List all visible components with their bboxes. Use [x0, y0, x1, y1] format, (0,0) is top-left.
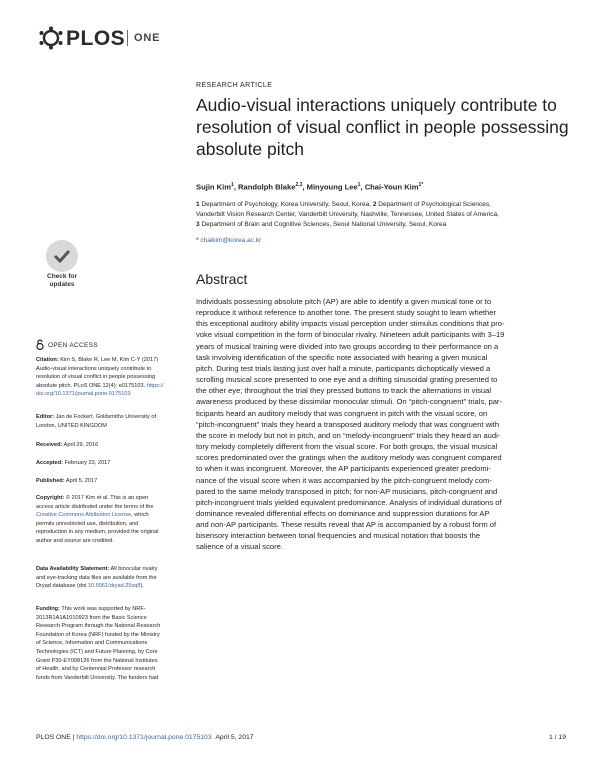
abstract-line: task involving identification of the specific note associated with hearing a given musical: [196, 352, 488, 362]
citation-doi-link[interactable]: doi.org/10.1371/journal.pone.0175103: [36, 391, 131, 398]
abstract-line: and non-AP participants. These results reveal that AP is accompanied by a robust form of: [196, 520, 497, 530]
plos-logo-mark-icon: [38, 26, 64, 50]
data-availability-block: Data Availability Statement: All binocular rivalry and eye-tracking data files are available from the Dryad database (doi 10.5061/dryad.25sq8).: [36, 566, 158, 590]
email-star: *: [196, 237, 199, 244]
logo-one-text: ONE: [134, 32, 161, 44]
author-name: Sujin Kim: [196, 182, 232, 192]
email-link[interactable]: chaikim@korea.ac.kr: [200, 237, 262, 244]
abstract-line: scores predominated over the gratings when the auditory melody was congruent compared: [196, 453, 502, 463]
abstract-line: bisensory interaction between tonal frequencies and musical notation that boosts the: [196, 531, 481, 541]
page-number: 1 / 19: [548, 734, 566, 741]
open-access-label: OPEN ACCESS: [36, 339, 98, 352]
article-type: RESEARCH ARTICLE: [196, 82, 273, 89]
check-updates-icon: [46, 240, 78, 272]
affiliation-number: 2: [372, 201, 377, 208]
abstract-line: ticipants heard an auditory melody that was congruent in pitch with the visual score, on: [196, 408, 488, 418]
affiliation-text: Department of Psychological Sciences,: [378, 201, 491, 208]
dryad-doi-link[interactable]: 10.5061/dryad.25sq8: [87, 583, 141, 590]
abstract-line: pared to the same melody transposed in pitch; for non-AP musicians, pitch-congruent and: [196, 486, 498, 496]
logo-plos-text: PLOS: [66, 27, 126, 50]
abstract-line: awareness produced by these dissimilar monocular stimuli. On “pitch-congruent” trials, par-: [196, 397, 502, 407]
abstract-line: years of musical training were divided into two groups according to their performance on a: [196, 341, 499, 351]
abstract-body: [196, 296, 564, 553]
footer-journal: PLOS ONE: [36, 734, 71, 741]
abstract-line: to when it was incongruent. Moreover, the AP participants experienced greater predomi-: [196, 464, 491, 474]
abstract-line: Individuals possessing absolute pitch (AP) are able to identify a given musical tone or to: [196, 297, 492, 306]
abstract-line: the other eye; throughout the trial they pressed buttons to track the alternations in visual: [196, 386, 492, 396]
abstract-line: “pitch-incongruent” trials they heard a transposed auditory melody that was congruent with: [196, 419, 500, 429]
editor-block: Editor: Jan de Fockert, Goldsmiths University of London, UNITED KINGDOM: [36, 414, 156, 429]
funding-block: Funding: This work was supported by NRF- 2013R1A1A1010923 from the Basic Science Research Program through the National Research Foundation of Korea (NRF) funded by the Ministry of Science, Information and Communications Technologies (ICT) and Future Planning, by Core Grant P30-EY008126 from the National Institutes of Health, and by Centennial Professor research funds from Vanderbilt University. The funders had: [36, 606, 161, 681]
open-lock-icon: [36, 339, 44, 352]
copyright-block: Copyright: © 2017 Kim et al. This is an open access article distributed under the terms of the Creative Commons Attribution License, which permits unrestricted use, distribution, and reproduction in any medium, provided the original author and source are credited.: [36, 495, 159, 544]
author-affiliation-sup: 1: [357, 182, 361, 188]
affiliation-line: [196, 210, 566, 219]
abstract-line: scrolling musical score presented to one eye and a drifting sinusoidal grating presented to: [196, 375, 498, 385]
abstract-line: pitch. During test trials lasting just over half a minute, participants dichoptically viewed a: [196, 363, 491, 373]
abstract-line: voke visual competition in the form of binocular rivalry. Nineteen adult participants with 3–19: [196, 330, 505, 340]
affiliation-text: Vanderbilt Vision Research Center, Vanderbilt University, Nashville, Tennessee, United States of America,: [196, 211, 499, 218]
abstract-line: tory melody completely different from the visual score. For both groups, the visual musical: [196, 442, 498, 452]
footer-doi-link[interactable]: https://doi.org/10.1371/journal.pone.0175103: [76, 734, 212, 741]
article-title: Audio-visual interactions uniquely contribute to resolution of visual conflict in people possessing absolute pitch: [196, 95, 569, 159]
affiliation-text: Department of Psychology, Korea University, Seoul, Korea,: [201, 201, 371, 208]
author-name: Minyoung Lee: [306, 182, 358, 192]
accepted-date: Accepted: February 23, 2017: [36, 460, 111, 466]
author-name: Chai-Youn Kim: [364, 182, 419, 192]
license-link[interactable]: Creative Commons Attribution License: [36, 512, 132, 519]
page-footer: PLOS ONE | https://doi.org/10.1371/journal.pone.0175103 April 5, 2017: [36, 734, 254, 741]
author-affiliation-sup: 2,3: [295, 182, 303, 188]
author-name: Randolph Blake: [238, 182, 296, 192]
author-list: Sujin Kim$^1$, Randolph Blake$^{2,3}$, Minyoung Lee$^1$, Chai-Youn Kim$^{1*}$: [196, 182, 424, 192]
affiliation-number: 3: [196, 221, 200, 228]
logo-divider: [127, 30, 128, 46]
abstract-line: salience of a visual score.: [196, 542, 283, 552]
check-updates-label: Check for updates: [47, 273, 77, 288]
abstract-heading: Abstract: [196, 271, 248, 287]
received-date: Received: April 29, 2016: [36, 442, 99, 448]
abstract-line: reproduce it without reference to another tone. The present study sought to learn whether: [196, 308, 496, 318]
citation-block: Citation: Kim S, Blake R, Lee M, Kim C-Y (2017) Audio-visual interactions uniquely contribute to resolution of visual conflict in people possessing absolute pitch. PLoS ONE 12(4): e0175103. https:// doi.org/10.1371/journal.pone.0175103: [36, 357, 164, 398]
check-for-updates-button[interactable]: [38, 238, 86, 300]
affiliation-text: Department of Brain and Cognitive Sciences, Seoul National University, Seoul, Korea: [201, 221, 447, 228]
abstract-line: pitch-incongruent trials yielded equivalent predominance. Analysis of individual durations of: [196, 497, 502, 507]
citation-doi-link[interactable]: https://: [146, 382, 164, 389]
corresponding-email: [196, 237, 566, 244]
abstract-line: nance of the visual score when it was accompanied by the pitch-congruent melody com-: [196, 475, 492, 485]
footer-date: April 5, 2017: [215, 734, 254, 741]
abstract-line: dominance revealed differential effects on dominance and suppression durations for AP: [196, 508, 490, 518]
affiliation-line: [196, 200, 566, 209]
abstract-line: the score in melody but not in pitch, and on “melody-incongruent” trials they heard an audi-: [196, 430, 501, 440]
abstract-line: this exceptional auditory ability impacts visual perception under stimulus conditions that pro-: [196, 319, 505, 329]
plos-one-logo: [38, 26, 218, 50]
affiliation-line: [196, 220, 566, 229]
published-date: Published: April 5, 2017: [36, 478, 98, 484]
author-affiliation-sup: 1: [231, 182, 234, 188]
affiliation-number: 1: [196, 201, 200, 208]
author-affiliation-sup: 1*: [418, 182, 424, 188]
